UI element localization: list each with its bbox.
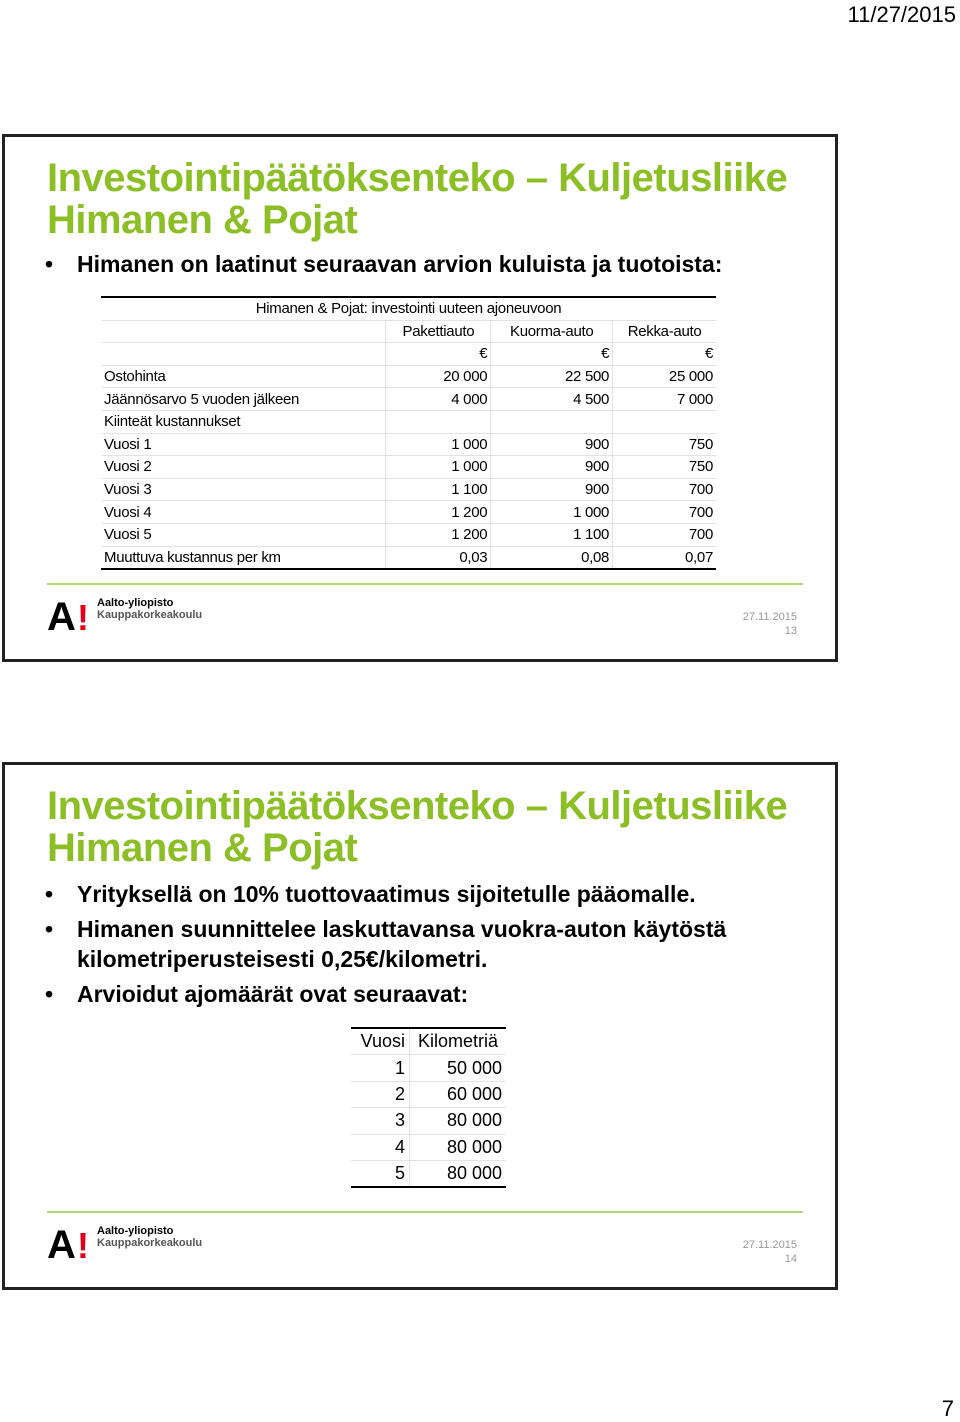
row-label: Vuosi 5 bbox=[101, 523, 386, 546]
table-cell: 1 000 bbox=[491, 501, 613, 524]
column-header: Kilometriä bbox=[410, 1028, 507, 1055]
unit-cell: € bbox=[386, 343, 491, 366]
table-cell: 80 000 bbox=[410, 1108, 507, 1134]
table-cell: 80 000 bbox=[410, 1160, 507, 1187]
row-label: Ostohinta bbox=[101, 365, 386, 388]
table-row bbox=[101, 546, 716, 569]
slide-14 bbox=[2, 762, 838, 1290]
table-header-row bbox=[351, 1028, 506, 1055]
table-cell: 1 000 bbox=[386, 433, 491, 456]
row-label: Vuosi 2 bbox=[101, 456, 386, 479]
row-label: Vuosi 3 bbox=[101, 478, 386, 501]
table-cell: 0,07 bbox=[613, 546, 716, 569]
table-cell: 80 000 bbox=[410, 1134, 507, 1160]
mileage-table bbox=[351, 1027, 506, 1188]
table-cell: 1 200 bbox=[386, 501, 491, 524]
table-unit-row bbox=[101, 343, 716, 366]
svg-text:!: ! bbox=[77, 1225, 89, 1261]
table-cell bbox=[386, 410, 491, 433]
table-cell: 5 bbox=[351, 1160, 410, 1187]
slide-title: Investointipäätöksenteko – Kuljetusliike Himanen & Pojat bbox=[47, 156, 788, 242]
page-number: 7 bbox=[941, 1396, 954, 1421]
footer-divider bbox=[47, 583, 803, 585]
logo-text-school: Kauppakorkeakoulu bbox=[97, 1237, 203, 1249]
table-cell: 700 bbox=[613, 501, 716, 524]
row-label: Muuttuva kustannus per km bbox=[101, 546, 386, 569]
table-cell: 4 bbox=[351, 1134, 410, 1160]
table-cell: 2 bbox=[351, 1081, 410, 1107]
table-row bbox=[101, 523, 716, 546]
logo-text-university: Aalto-yliopisto bbox=[97, 597, 174, 609]
slide-number: 13 bbox=[784, 625, 797, 637]
table-row bbox=[351, 1081, 506, 1107]
table-row bbox=[101, 388, 716, 411]
table-cell: 22 500 bbox=[491, 365, 613, 388]
table-cell: 50 000 bbox=[410, 1055, 507, 1081]
bullet-item: • Arvioidut ajomäärät ovat seuraavat: bbox=[45, 979, 825, 1009]
table-caption-row bbox=[101, 297, 716, 320]
table-cell: 25 000 bbox=[613, 365, 716, 388]
table-cell: 1 100 bbox=[491, 523, 613, 546]
table-row bbox=[101, 501, 716, 524]
table-caption: Himanen & Pojat: investointi uuteen ajoneuvoon bbox=[101, 297, 716, 320]
table-cell: 0,03 bbox=[386, 546, 491, 569]
column-header: Rekka-auto bbox=[613, 320, 716, 343]
table-cell: 1 000 bbox=[386, 456, 491, 479]
table-header-row bbox=[101, 320, 716, 343]
cost-table bbox=[101, 296, 716, 570]
bullet-list bbox=[45, 879, 825, 1014]
table-cell: 700 bbox=[613, 478, 716, 501]
aalto-logo-icon bbox=[47, 595, 91, 633]
page-date: 11/27/2015 bbox=[847, 2, 956, 27]
logo-text-school: Kauppakorkeakoulu bbox=[97, 609, 203, 621]
table-cell: 1 200 bbox=[386, 523, 491, 546]
column-header: Pakettiauto bbox=[386, 320, 491, 343]
aalto-logo-icon bbox=[47, 1223, 91, 1261]
row-label: Vuosi 4 bbox=[101, 501, 386, 524]
unit-cell: € bbox=[491, 343, 613, 366]
table-cell: 900 bbox=[491, 478, 613, 501]
table-cell: 900 bbox=[491, 433, 613, 456]
slide-number: 14 bbox=[784, 1253, 797, 1265]
aalto-logo bbox=[47, 1223, 217, 1263]
unit-cell: € bbox=[613, 343, 716, 366]
table-cell: 4 000 bbox=[386, 388, 491, 411]
table-row bbox=[101, 433, 716, 456]
table-cell bbox=[491, 410, 613, 433]
table-row bbox=[101, 456, 716, 479]
column-header: Vuosi bbox=[351, 1028, 410, 1055]
table-row bbox=[101, 365, 716, 388]
row-label: Vuosi 1 bbox=[101, 433, 386, 456]
table-cell: 60 000 bbox=[410, 1081, 507, 1107]
bullet-list bbox=[45, 249, 825, 284]
logo-text-university: Aalto-yliopisto bbox=[97, 1225, 174, 1237]
table-cell bbox=[613, 410, 716, 433]
table-cell: 3 bbox=[351, 1108, 410, 1134]
table-cell: 20 000 bbox=[386, 365, 491, 388]
table-cell: 7 000 bbox=[613, 388, 716, 411]
slide-title: Investointipäätöksenteko – Kuljetusliike Himanen & Pojat bbox=[47, 784, 788, 870]
table-cell: 0,08 bbox=[491, 546, 613, 569]
table-cell: 900 bbox=[491, 456, 613, 479]
bullet-item: • Himanen on laatinut seuraavan arvion kuluista ja tuotoista: bbox=[45, 249, 825, 279]
bullet-item: • Himanen suunnittelee laskuttavansa vuokra-auton käytöstä kilometriperusteisesti 0,25€/kilometri. bbox=[45, 914, 825, 974]
column-header: Kuorma-auto bbox=[491, 320, 613, 343]
svg-text:!: ! bbox=[77, 597, 89, 633]
footer-date: 27.11.2015 bbox=[742, 1239, 797, 1251]
table-row bbox=[101, 410, 716, 433]
table-row bbox=[101, 478, 716, 501]
row-label: Kiinteät kustannukset bbox=[101, 410, 386, 433]
footer-divider bbox=[47, 1211, 803, 1213]
table-cell: 750 bbox=[613, 433, 716, 456]
table-cell: 4 500 bbox=[491, 388, 613, 411]
footer-date: 27.11.2015 bbox=[742, 611, 797, 623]
aalto-logo bbox=[47, 595, 217, 635]
table-cell: 1 bbox=[351, 1055, 410, 1081]
table-row bbox=[351, 1134, 506, 1160]
table-cell: 750 bbox=[613, 456, 716, 479]
svg-text:A: A bbox=[47, 595, 76, 633]
table-row bbox=[351, 1108, 506, 1134]
bullet-item: • Yrityksellä on 10% tuottovaatimus sijoitetulle pääomalle. bbox=[45, 879, 825, 909]
table-row bbox=[351, 1160, 506, 1187]
table-cell: 1 100 bbox=[386, 478, 491, 501]
slide-13 bbox=[2, 134, 838, 662]
table-row bbox=[351, 1055, 506, 1081]
table-cell: 700 bbox=[613, 523, 716, 546]
svg-text:A: A bbox=[47, 1223, 76, 1261]
row-label: Jäännösarvo 5 vuoden jälkeen bbox=[101, 388, 386, 411]
